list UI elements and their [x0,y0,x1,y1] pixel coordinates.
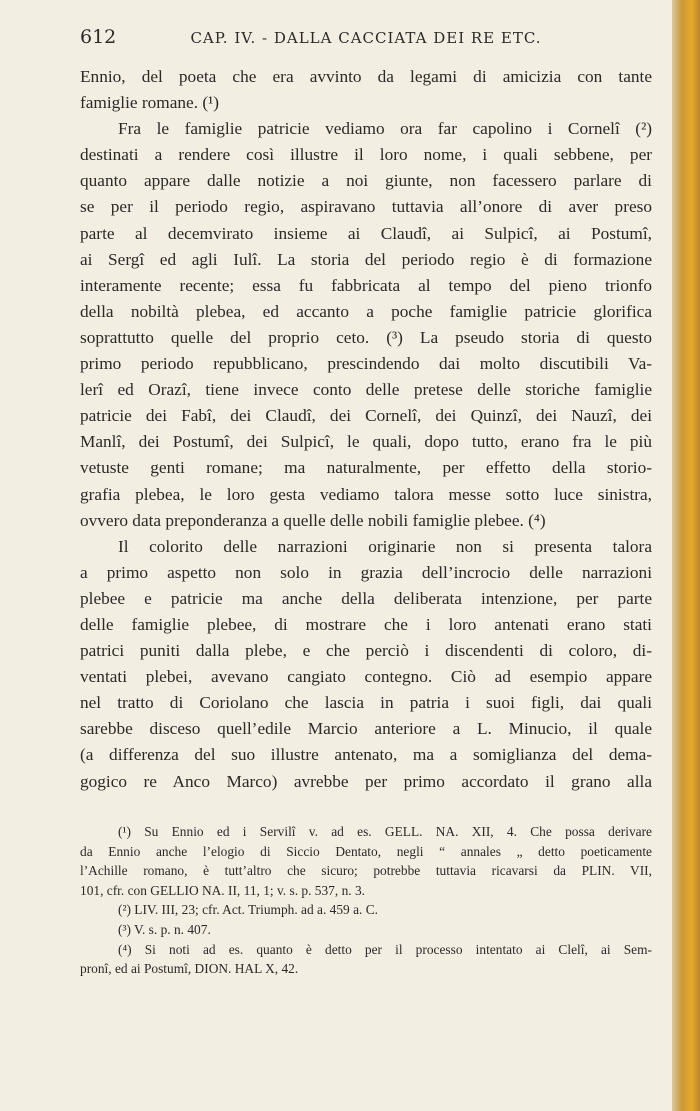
running-title: CAP. IV. - DALLA CACCIATA DEI RE ETC. [190,29,542,47]
text-line: Ennio, del poeta che era avvinto da legami di amicizia con tante [80,67,652,86]
text-line: grafia plebea, le loro gesta vediamo talora messe sotto luce sinistra, [80,484,652,504]
footnote-line: 101, cfr. con GELLIO NA. II, 11, 1; v. s. p. 537, n. 3. [80,882,366,898]
text-line: soprattutto quelle del proprio ceto. (³) La pseudo storia di questo [80,327,652,347]
text-line: parte al decemvirato insieme ai Claudî, ai Sulpicî, ai Postumî, [80,223,652,243]
text-line: ai Sergî ed agli Iulî. La storia del periodo regio è di formazione [80,249,652,269]
footnotes [80,822,652,979]
footnote-line: (¹) Su Ennio ed i Servilî v. ad es. GELL. NA. XII, 4. Che possa derivare [118,824,652,839]
page-edge [672,0,700,1111]
text-line: quanto appare dalle notizie a noi giunte, non facessero parlare di [80,171,652,191]
text-line: plebee e patricie ma anche della deliberata intenzione, per parte [80,588,652,608]
text-line: gogico re Anco Marco) avrebbe per primo accordato il grano alla [80,771,652,791]
footnote-line: pronî, ed ai Postumî, DION. HAL X, 42. [80,961,299,977]
text-line: nel tratto di Coriolano che lascia in patria i suoi figli, dai quali [80,693,652,713]
footnote-line: (⁴) Si noti ad es. quanto è detto per il processo intentato ai Clelî, ai Sem- [118,941,652,957]
text-line: patrici puniti dalla plebe, e che perciò i discendenti di coloro, di- [80,641,652,661]
main-text [80,64,652,795]
text-line: sarebbe disceso quell’edile Marcio anteriore a L. Minucio, il quale [80,719,652,739]
footnote-line: l’Achille romano, è tutt’altro che sicuro; potrebbe tuttavia ricavarsi da PLIN. VII, [80,863,652,879]
text-line: (a differenza del suo illustre antenato, ma a somiglianza del dema- [80,745,652,765]
footnote-line: (³) V. s. p. n. 407. [118,921,211,937]
page-header [80,26,652,50]
text-line: interamente recente; essa fu fabbricata al tempo del pieno trionfo [80,275,652,295]
text-line: primo periodo repubblicano, prescindendo dai molto discutibili Va- [80,354,652,374]
footnote-line: da Ennio anche l’elogio di Siccio Dentato, negli “ annales „ detto poeticamente [80,843,652,859]
text-line: della nobiltà plebea, ed accanto a poche famiglie patricie glorifica [80,301,652,321]
footnote-line: (²) LIV. III, 23; cfr. Act. Triumph. ad a. 459 a. C. [118,902,379,918]
text-line: destinati a rendere così illustre il loro nome, i quali sebbene, per [80,145,652,165]
text-line: vetuste genti romane; ma naturalmente, per effetto della storio- [80,458,652,478]
text-line: famiglie romane. (¹) [80,93,220,113]
text-line: se per il periodo regio, aspiravano tuttavia all’onore di aver preso [80,197,652,217]
text-line: lerî ed Orazî, tiene invece conto delle pretese delle storiche famiglie [80,380,652,400]
text-line: delle famiglie plebee, di mostrare che i loro antenati erano stati [80,614,652,634]
text-line: Il colorito delle narrazioni originarie non si presenta talora [118,536,652,556]
text-line: ventati plebei, avevano cangiato contegno. Ciò ad esempio appare [80,667,652,687]
text-line: patricie dei Fabî, dei Claudî, dei Cornelî, dei Quinzî, dei Nauzî, dei [80,406,652,426]
page-number: 612 [80,26,117,48]
text-line: a primo aspetto non solo in grazia dell’incrocio delle narrazioni [80,562,652,582]
text-line: Fra le famiglie patricie vediamo ora far capolino i Cornelî (²) [118,119,652,139]
text-line: ovvero data preponderanza a quelle delle nobili famiglie plebee. (⁴) [80,510,546,530]
text-line: Manlî, dei Postumî, dei Sulpicî, le quali, dopo tutto, erano fra le più [80,432,652,452]
